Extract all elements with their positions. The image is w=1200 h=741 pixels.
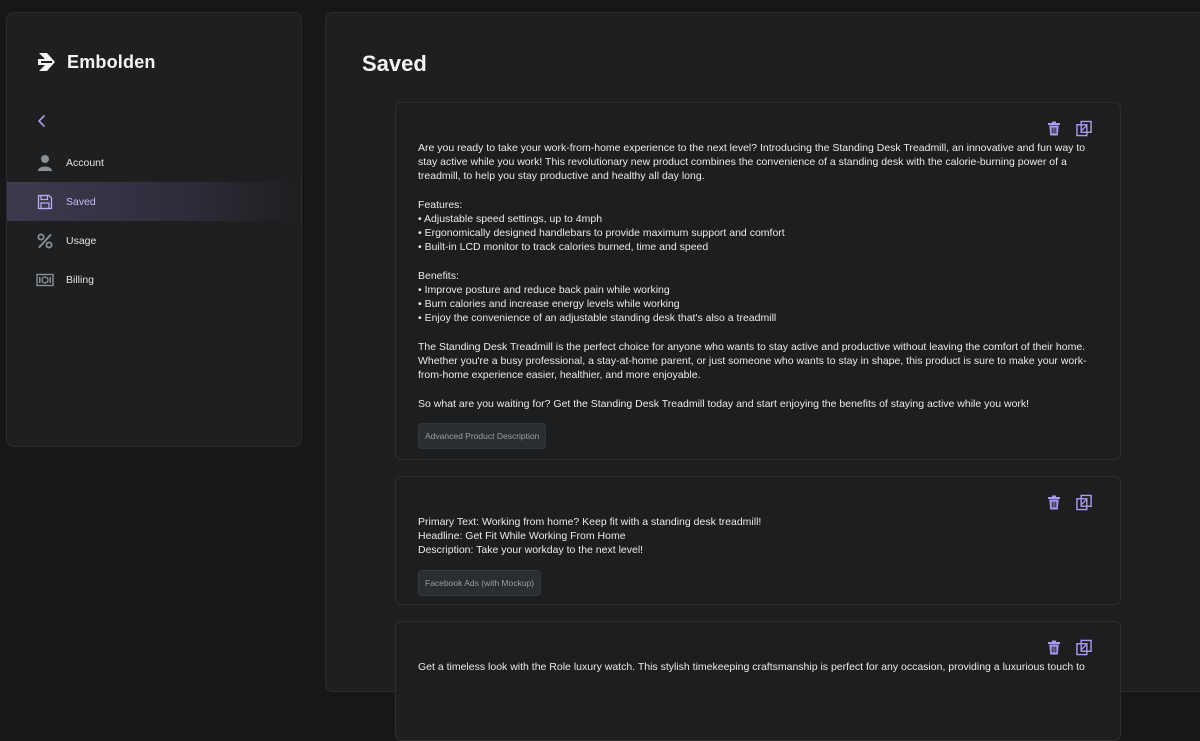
- text-line: Get a timeless look with the Role luxury watch. This stylish timekeeping craftsmanship is perfect for any occasion, providing a luxurious touch to: [418, 661, 1085, 673]
- sidebar-item-label: Saved: [66, 195, 96, 208]
- banknote-icon: [36, 271, 54, 289]
- trash-icon[interactable]: [1046, 639, 1062, 655]
- card-body: [396, 622, 1120, 674]
- text-line: Headline: Get Fit While Working From Home: [418, 530, 626, 543]
- card-actions: [1046, 120, 1092, 136]
- card-actions: [1046, 494, 1092, 510]
- saved-card: [395, 621, 1121, 741]
- card-paragraph: [418, 397, 1098, 411]
- main-panel: [325, 12, 1200, 692]
- sidebar-item-label: Account: [66, 156, 104, 169]
- card-paragraph: [418, 141, 1098, 184]
- copy-icon[interactable]: [1076, 639, 1092, 655]
- text-line: Description: Take your workday to the next level!: [418, 544, 644, 557]
- card-body: [396, 477, 1120, 596]
- text-line: • Built-in LCD monitor to track calories burned, time and speed: [418, 241, 709, 254]
- text-line: • Enjoy the convenience of an adjustable standing desk that's also a treadmill: [418, 312, 777, 325]
- card-paragraph: [418, 340, 1098, 383]
- text-line: • Improve posture and reduce back pain while working: [418, 284, 670, 296]
- sidebar-item-account[interactable]: [7, 143, 301, 182]
- brand[interactable]: [37, 50, 156, 74]
- brand-name: Embolden: [67, 51, 156, 72]
- trash-icon[interactable]: [1046, 120, 1062, 136]
- sidebar: [6, 12, 302, 447]
- text-line: • Ergonomically designed handlebars to provide maximum support and comfort: [418, 227, 785, 240]
- template-tag[interactable]: Advanced Product Description: [418, 423, 546, 449]
- sidebar-item-billing[interactable]: [7, 260, 301, 299]
- sidebar-nav: [7, 143, 301, 299]
- sidebar-item-label: Usage: [66, 234, 97, 247]
- text-line: The Standing Desk Treadmill is the perfect choice for anyone who wants to stay active and productive without leaving the comfort of their home. Whether you're a busy professional, a stay-at-home parent, or just someone who wants to stay in shape, this product is sure to make your work-from-home experience easier, healthier, and more enjoyable.: [418, 340, 1087, 382]
- trash-icon[interactable]: [1046, 494, 1062, 510]
- embolden-logo-icon: [37, 50, 59, 74]
- copy-icon[interactable]: [1076, 120, 1092, 136]
- text-line: Benefits:: [418, 269, 459, 282]
- floppy-disk-icon: [36, 193, 54, 211]
- text-line: So what are you waiting for? Get the Standing Desk Treadmill today and start enjoying the benefits of staying active while you work!: [418, 397, 1030, 410]
- collapse-sidebar-icon[interactable]: [35, 114, 49, 128]
- sidebar-item-saved[interactable]: [7, 182, 301, 221]
- percent-icon: [36, 232, 54, 250]
- template-tag[interactable]: Facebook Ads (with Mockup): [418, 570, 541, 596]
- card-paragraph: [418, 660, 1098, 674]
- card-actions: [1046, 639, 1092, 655]
- saved-card: [395, 476, 1121, 605]
- text-line: Features:: [418, 198, 463, 211]
- saved-card: [395, 102, 1121, 460]
- text-line: • Burn calories and increase energy levels while working: [418, 298, 680, 311]
- text-line: Primary Text: Working from home? Keep fit with a standing desk treadmill!: [418, 516, 762, 528]
- page-title: Saved: [362, 51, 427, 76]
- text-line: • Adjustable speed settings, up to 4mph: [418, 213, 603, 225]
- card-body: [396, 103, 1120, 449]
- sidebar-item-usage[interactable]: [7, 221, 301, 260]
- card-paragraph: [418, 515, 1098, 558]
- card-paragraph: [418, 269, 1098, 326]
- card-paragraph: [418, 198, 1098, 255]
- user-icon: [36, 154, 54, 172]
- text-line: Are you ready to take your work-from-home experience to the next level? Introducing the Standing Desk Treadmill, an innovative and fun way to stay active while you work! This revolutionary new product combines the convenience of a standing desk with the calorie-burning power of a treadmill, to help you stay productive and healthy all day long.: [418, 142, 1086, 183]
- sidebar-item-label: Billing: [66, 273, 95, 286]
- copy-icon[interactable]: [1076, 494, 1092, 510]
